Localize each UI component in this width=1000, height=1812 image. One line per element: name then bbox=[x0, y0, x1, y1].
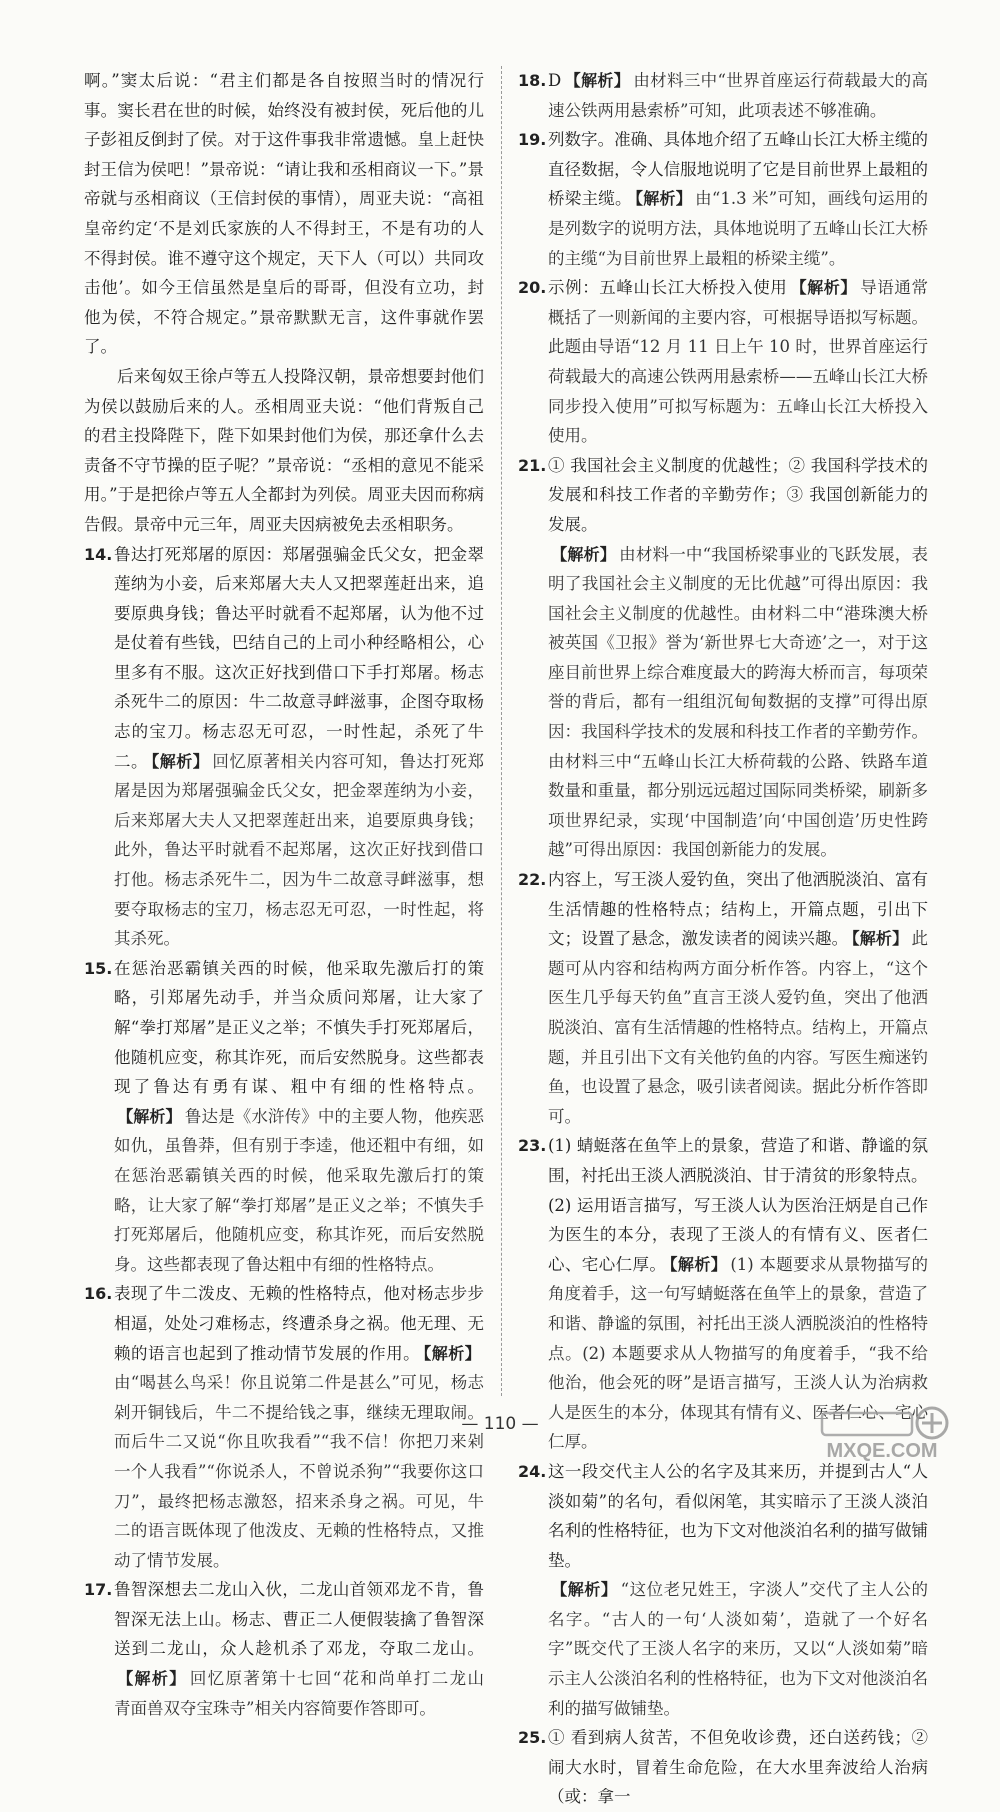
answer-text: ① 我国社会主义制度的优越性；② 我国科学技术的发展和科技工作者的辛勤劳作；③ 我国创新能力的发展。 bbox=[548, 455, 928, 534]
answer-item-24 bbox=[518, 1457, 928, 1723]
question-number: 17. bbox=[84, 1580, 113, 1600]
answer-item-25 bbox=[518, 1723, 928, 1812]
analysis-tag: 【解析】 bbox=[669, 1254, 728, 1274]
answer-text: 鲁智深想去二龙山入伙，二龙山首领邓龙不肯，鲁智深无法上山。杨志、曹正二人便假装擒了鲁智深送到二龙山，众人趁机杀了邓龙，夺取二龙山。 bbox=[114, 1580, 484, 1659]
answer-text: 在惩治恶霸镇关西的时候，他采取先激后打的策略，引郑屠先动手，并当众质问郑屠，让大家了解“拳打郑屠”是正义之举；不慎失手打死郑屠后，他随机应变，称其诈死，而后安然脱身。这些都表现了鲁达有勇有谋、粗中有细的性格特点。 bbox=[114, 958, 484, 1097]
analysis-tag: 【解析】 bbox=[117, 1669, 187, 1689]
analysis-tag: 【解析】 bbox=[423, 1343, 481, 1363]
question-number: 22. bbox=[518, 870, 547, 890]
analysis-text: 由“喝甚么鸟采！你且说第二件是甚么”可见，杨志剁开铜钱后，牛二不提给钱之事，继续无理取闹。而后牛二又说“你且吹我看”“我不信！你把刀来剁一个人我看”“你说杀人，不曾说杀狗”“我要你这口刀”，最终把杨志激怒，招来杀身之祸。可见，牛二的语言既体现了他泼皮、无赖的性格特点，又推动了情节发展。 bbox=[114, 1373, 484, 1570]
question-number: 19. bbox=[518, 130, 547, 150]
analysis-text: 导语通常概括了一则新闻的主要内容，可根据导语拟写标题。此题由导语“12 月 11 日上午 10 时，世界首座运行荷载最大的高速公铁两用悬索桥——五峰山长江大桥同步投入使用”可拟写标题为：五峰山长江大桥投入使用。 bbox=[548, 278, 928, 446]
answer-item-15 bbox=[84, 954, 484, 1280]
page-number: — 110 — bbox=[461, 1414, 539, 1434]
answer-item-22 bbox=[518, 865, 928, 1131]
analysis-text: 由“1.3 米”可知，画线句运用的是列数字的说明方法，具体地说明了五峰山长江大桥的主缆“为目前世界上最粗的桥梁主缆”。 bbox=[548, 189, 928, 268]
answer-text: 鲁达打死郑屠的原因：郑屠强骗金氏父女，把金翠莲纳为小妾，后来郑屠大夫人又把翠莲赶出来，追要原典身钱；鲁达平时就看不起郑屠，认为他不过是仗着有些钱，巴结自己的上司小种经略相公，心里多有不服。这次正好找到借口下手打郑屠。杨志杀死牛二的原因：牛二故意寻衅滋事，企图夺取杨志的宝刀。杨志忍无可忍，一时性起，杀死了牛二。 bbox=[114, 544, 484, 771]
analysis-tag: 【解析】 bbox=[790, 278, 857, 298]
right-column bbox=[518, 66, 928, 1812]
analysis-text: “这位老兄姓王，字淡人”交代了主人公的名字。“古人的一句‘人淡如菊’，造就了一个好名字”既交代了王淡人名字的来历，又以“人淡如菊”暗示主人公淡泊名利的性格特征，也为下文对他淡泊名利的描写做铺垫。 bbox=[548, 1580, 928, 1718]
analysis-tag: 【解析】 bbox=[551, 544, 616, 564]
analysis-tag: 【解析】 bbox=[634, 189, 692, 209]
answer-item-20 bbox=[518, 273, 928, 451]
question-number: 20. bbox=[518, 278, 547, 298]
answer-item-21 bbox=[518, 451, 928, 865]
analysis-tag: 【解析】 bbox=[564, 71, 631, 90]
question-number: 16. bbox=[84, 1284, 113, 1304]
answer-item-14 bbox=[84, 540, 484, 954]
column-divider bbox=[501, 66, 502, 1396]
answer-item-17 bbox=[84, 1575, 501, 1723]
analysis-text: 由材料三中“世界首座运行荷载最大的高速公铁两用悬索桥”可知，此项表述不够准确。 bbox=[548, 71, 928, 120]
question-number: 15. bbox=[84, 958, 113, 978]
analysis-tag: 【解析】 bbox=[117, 1106, 182, 1126]
analysis-text: 回忆原著第十七回“花和尚单打二龙山 青面兽双夺宝珠寺”相关内容简要作答即可。 bbox=[114, 1669, 501, 1718]
analysis-text: 回忆原著相关内容可知，鲁达打死郑屠是因为郑屠强骗金氏父女，把金翠莲纳为小妾，后来郑屠大夫人又把翠莲赶出来，追要原典身钱；此外，鲁达平时就看不起郑屠，这次正好找到借口打他。杨志杀死牛二，因为牛二故意寻衅滋事，想要夺取杨志的宝刀，杨志忍无可忍，一时性起，将其杀死。 bbox=[114, 751, 485, 949]
answer-text: 这一段交代主人公的名字及其来历，并提到古人“人淡如菊”的名句，看似闲笔，其实暗示了王淡人淡泊名利的性格特征，也为下文对他淡泊名利的描写做铺垫。 bbox=[548, 1461, 928, 1570]
analysis-tag: 【解析】 bbox=[851, 929, 909, 949]
answer-item-18 bbox=[518, 66, 928, 125]
watermark-logo bbox=[782, 1405, 982, 1465]
analysis-text: 此题可从内容和结构两方面分析作答。内容上，“这个医生几乎每天钓鱼”直言王淡人爱钓鱼，突出了他洒脱淡泊、富有生活情趣的性格特点。结构上，开篇点题，并且引出下文有关他钓鱼的内容。写医生痴迷钓鱼，也设置了悬念，吸引读者阅读。据此分析作答即可。 bbox=[548, 929, 928, 1126]
question-number: 21. bbox=[518, 455, 547, 475]
answer-text: 列数字。准确、具体地介绍了五峰山长江大桥主缆的直径数据，令人信服地说明了它是目前世界上最粗的桥梁主缆。 bbox=[548, 130, 928, 209]
answer-text-2: (2) 运用语言描写，写王淡人认为医治汪炳是自己作为医生的本分，表现了王淡人的有情有义、医者仁心、宅心仁厚。 bbox=[548, 1195, 928, 1274]
answer-text: (1) 蜻蜓落在鱼竿上的景象，营造了和谐、静谧的氛围，衬托出王淡人洒脱淡泊、甘于清贫的形象特点。 bbox=[548, 1136, 928, 1185]
analysis-tag: 【解析】 bbox=[551, 1580, 618, 1600]
analysis-text: 由材料一中“我国桥梁事业的飞跃发展，表明了我国社会主义制度的无比优越”可得出原因：我国社会主义制度的优越性。由材料二中“港珠澳大桥被英国《卫报》誉为‘新世界七大奇迹’之一，对于这座目前世界上综合难度最大的跨海大桥而言，每项荣誉的背后，都有一组组沉甸甸数据的支撑”可得出原因：我国科学技术的发展和科技工作者的辛勤劳作。由材料三中“五峰山长江大桥荷载的公路、铁路车道数量和重量，都分别远远超过国际同类桥梁，刷新多项世界纪录，实现‘中国制造’向‘中国创造’历史性跨越”可得出原因：我国创新能力的发展。 bbox=[548, 544, 928, 860]
question-number: 18. bbox=[518, 71, 547, 90]
question-number: 24. bbox=[518, 1461, 547, 1481]
question-number: 23. bbox=[518, 1136, 547, 1156]
answer-text: 示例：五峰山长江大桥投入使用 bbox=[548, 278, 788, 298]
translation-text: 啊。”窦太后说：“君主们都是各自按照当时的情况行事。窦长君在世的时候，始终没有被封侯，死后他的儿子彭祖反倒封了侯。对于这件事我非常遗憾。皇上赶快封王信为侯吧！”景帝说：“请让我和丞相商议一下。”景帝就与丞相商议（王信封侯的事情），周亚夫说：“高祖皇帝约定‘不是刘氏家族的人不得封王，不是有功的人不得封侯。谁不遵守这个规定，天下人（可以）共同攻击他’。如今王信虽然是皇后的哥哥，但没有立功，封他为侯，不符合规定。”景帝默默无言，这件事就作罢了。 bbox=[84, 71, 484, 357]
analysis-text: 鲁达是《水浒传》中的主要人物，他疾恶如仇，虽鲁莽，但有别于李逵，他还粗中有细，如在惩治恶霸镇关西的时候，他采取先激后打的策略，让大家了解“拳打郑屠”是正义之举；不慎失手打死郑屠后，他随机应变，称其诈死，而后安然脱身。这些都表现了鲁达粗中有细的性格特点。 bbox=[114, 1106, 484, 1274]
answer-text: 表现了牛二泼皮、无赖的性格特点，他对杨志步步相逼，处处刁难杨志，终遭杀身之祸。他无理、无赖的语言也起到了推动情节发展的作用。 bbox=[114, 1284, 484, 1363]
analysis-text: (1) 本题要求从景物描写的角度着手，这一句写蜻蜓落在鱼竿上的景象，营造了和谐、静谧的氛围，衬托出王淡人洒脱淡泊的性格特点。(2) 本题要求从人物描写的角度着手，“我不给他治，他会死的呀”是语言描写，王淡人认为治病救人是医生的本分，体现其有情有义、医者仁心、宅心仁厚。 bbox=[548, 1254, 928, 1452]
translation-paragraph: 后来匈奴王徐卢等五人投降汉朝，景帝想要封他们为侯以鼓励后来的人。丞相周亚夫说：“他们背叛自己的君主投降陛下，陛下如果封他们为侯，那还拿什么去责备不守节操的臣子呢？”景帝说：“丞相的意见不能采用。”于是把徐卢等五人全都封为列侯。周亚夫因而称病告假。景帝中元三年，周亚夫因病被免去丞相职务。 bbox=[84, 366, 484, 534]
answer-text: 内容上，写王淡人爱钓鱼，突出了他洒脱淡泊、富有生活情趣的性格特点；结构上，开篇点题，引出下文；设置了悬念，激发读者的阅读兴趣。 bbox=[548, 870, 928, 949]
analysis-tag: 【解析】 bbox=[151, 751, 210, 771]
question-number: 25. bbox=[518, 1728, 547, 1748]
answer-text: ① 看到病人贫苦，不但免收诊费，还白送药钱；② 闹大水时，冒着生命危险，在大水里奔波给人治病（或：拿一 bbox=[548, 1728, 928, 1807]
answer-text: D bbox=[548, 71, 562, 90]
watermark-text: MXQE.COM bbox=[826, 1440, 938, 1462]
answer-item-19 bbox=[518, 125, 928, 273]
question-number: 14. bbox=[84, 544, 113, 564]
